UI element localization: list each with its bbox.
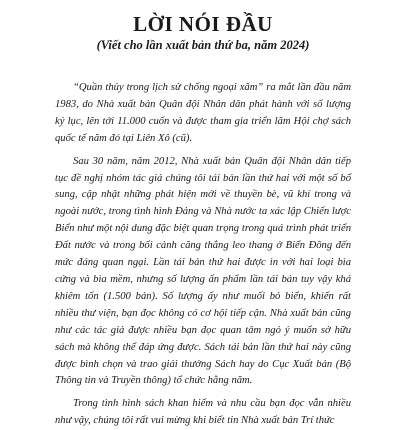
page-title: LỜI NÓI ĐẦU [133, 12, 273, 36]
paragraph-first-edition: “Quần thủy trong lịch sử chống ngoại xâm” ra mắt lần đầu năm 1983, do Nhà xuất bản Quân đội Nhân dân phát hành với số lượng kỷ lục, lên tới 11.000 cuốn và được tham gia triển lãm Hội chợ sách quốc tế năm đó tại Liên Xô (cũ). [55, 82, 351, 144]
paragraph-second-edition: Sau 30 năm, năm 2012, Nhà xuất bản Quân đội Nhân dân tiếp tục đề nghị nhóm tác giả chúng tôi tái bản lần thứ hai với một số bổ sung, cập nhật những phát hiện mới về thuyền bè, vũ khí trong và ngoài nước, trong tình hình Đảng và Nhà nước ta xác lập Chiến lược Biển như một nội dung đặc biệt quan trọng trong quá trình phát triển Đất nước và trong bối cảnh căng thẳng leo thang ở Biển Đông đến mức đáng quan ngại. Lần tái bản thứ hai được in với hai loại bìa cứng và bìa mềm, nhưng số lượng ấn phẩm lần tái bản tuy vậy khá khiêm tốn (1.500 bản). Số lượng ấy như muối bỏ biển, khiến rất nhiều thư viện, bạn đọc không có cơ hội tiếp cận. Nhà xuất bản cũng như các tác giả được nhiều bạn đọc quan tâm ngỏ ý muốn sở hữu sách mà không thể đáp ứng được. Sách tái bản lần thứ hai này cũng được bình chọn và trao giải thưởng Sách hay do Cục Xuất bản (Bộ Thông tin và Truyền thông) tổ chức hằng năm. [55, 155, 351, 387]
paragraph-third-edition: Trong tình hình sách khan hiếm và nhu cầu bạn đọc vẫn nhiều như vậy, chúng tôi rất vui mừng khi biết tin Nhà xuất bản Trí thức [55, 398, 351, 427]
document-body [55, 80, 351, 430]
page-subtitle: (Viết cho lần xuất bản thứ ba, năm 2024) [96, 38, 310, 52]
document-page [0, 12, 400, 427]
